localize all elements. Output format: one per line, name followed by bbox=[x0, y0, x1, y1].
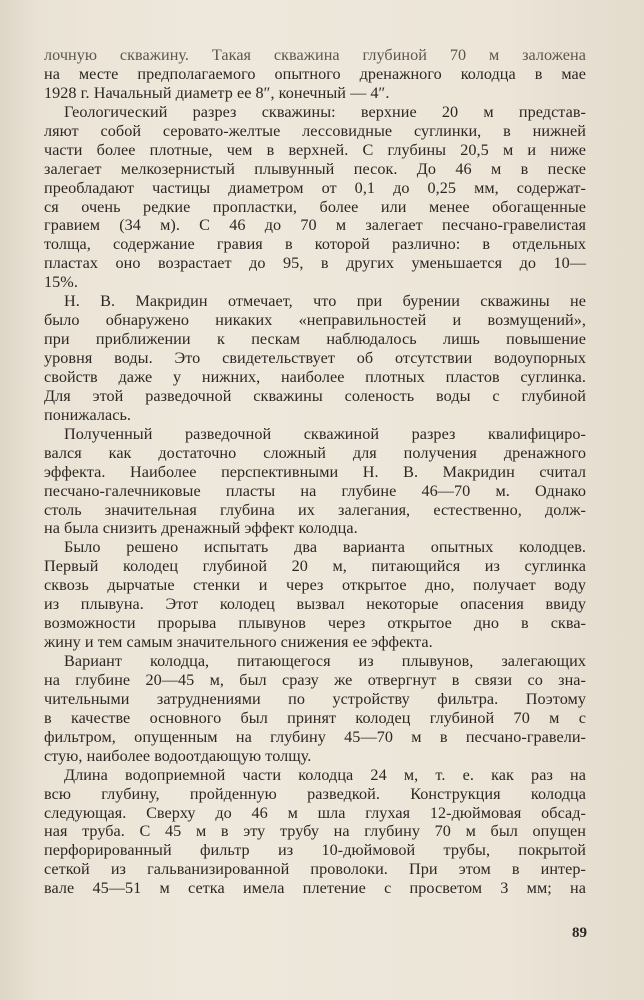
text-line: сквозь дырчатые стенки и через открытое дно, получает воду bbox=[44, 576, 586, 595]
text-line: всю глубину, пройденную разведкой. Конструкция колодца bbox=[44, 784, 586, 803]
text-line: Длина водоприемной части колодца 24 м, т. е. как раз на bbox=[64, 765, 586, 784]
text-line: в качестве основного был принят колодец глубиной 70 м с bbox=[44, 708, 586, 727]
paragraph-3 bbox=[44, 292, 586, 425]
text-line: возможности прорыва плывунов через открытое дно в сква- bbox=[44, 614, 586, 633]
text-line: при приближении к пескам наблюдалось лишь повышение bbox=[44, 330, 586, 349]
text-line: понижалась. bbox=[44, 405, 132, 424]
text-line: вале 45—51 м сетка имела плетение с просветом 3 мм; на bbox=[44, 879, 586, 898]
text-line: перфорированный фильтр из 10-дюймовой трубы, покрытой bbox=[44, 841, 586, 860]
text-line: на глубине 20—45 м, был сразу же отвергнут в связи со зна- bbox=[44, 670, 586, 689]
text-line: Было решено испытать два варианта опытных колодцев. bbox=[64, 538, 586, 557]
text-line: Геологический разрез скважины: верхние 20 м представ- bbox=[64, 102, 586, 121]
text-line: гравием (34 м). С 46 до 70 м залегает песчано-гравелистая bbox=[44, 216, 586, 235]
paragraph-1 bbox=[44, 46, 586, 103]
text-line: лочную скважину. Такая скважина глубиной 70 м заложена bbox=[44, 46, 586, 64]
text-line: чительными затруднениями по устройству фильтра. Поэтому bbox=[44, 689, 586, 708]
text-line: свойств даже у нижних, наиболее плотных пластов суглинка. bbox=[44, 367, 586, 386]
text-line: уровня воды. Это свидетельствует об отсутствии водоупорных bbox=[44, 349, 586, 367]
text-line: Полученный разведочной скважиной разрез квалифициро- bbox=[64, 424, 586, 443]
text-line: жину и тем самым значительного снижения ее эффекта. bbox=[44, 633, 433, 652]
text-line: фильтром, опущенным на глубину 45—70 м в песчано-гравели- bbox=[44, 727, 586, 746]
text-line: вался как достаточно сложный для получения дренажного bbox=[44, 443, 586, 462]
page-number: 89 bbox=[572, 925, 587, 941]
text-line: ная труба. С 45 м в эту трубу на глубину 70 м был опущен bbox=[44, 822, 586, 841]
text-line: столь значительная глубина их залегания, естественно, долж- bbox=[44, 500, 586, 519]
text-line: на была снизить дренажный эффект колодца. bbox=[44, 519, 358, 538]
text-line: следующая. Сверху до 46 м шла глухая 12-дюймовая обсад- bbox=[44, 803, 586, 822]
text-line: на месте предполагаемого опытного дренажного колодца в мае bbox=[44, 64, 586, 83]
text-line: из плывуна. Этот колодец вызвал некоторые опасения ввиду bbox=[44, 595, 586, 614]
text-line: было обнаружено никаких «неправильностей и возмущений», bbox=[44, 311, 586, 330]
text-line: Вариант колодца, питающегося из плывунов, залегающих bbox=[64, 652, 586, 670]
text-line: части более плотные, чем в верхней. С глубины 20,5 м и ниже bbox=[44, 140, 586, 159]
text-line: толща, содержание гравия в которой различно: в отдельных bbox=[44, 235, 586, 254]
text-line: Для этой разведочной скважины соленость воды с глубиной bbox=[44, 386, 586, 405]
paragraph-7 bbox=[44, 766, 586, 899]
text-line: 15%. bbox=[44, 273, 78, 292]
paragraph-6 bbox=[44, 652, 586, 766]
text-line: ляют собой серовато-желтые лессовидные суглинки, в нижней bbox=[44, 121, 586, 140]
paragraph-2 bbox=[44, 103, 586, 292]
body-text bbox=[44, 46, 586, 898]
paragraph-5 bbox=[44, 538, 586, 652]
text-line: пластах оно возрастает до 95, в других уменьшается до 10— bbox=[44, 254, 586, 273]
paragraph-4 bbox=[44, 425, 586, 539]
text-line: ся очень редкие пропластки, более или менее обогащенные bbox=[44, 197, 586, 216]
text-line: Первый колодец глубиной 20 м, питающийся из суглинка bbox=[44, 557, 586, 576]
text-line: стую, наиболее водоотдающую толщу. bbox=[44, 746, 312, 765]
text-line: эффекта. Наиболее перспективными Н. В. Макридин считал bbox=[44, 462, 586, 481]
text-line: сеткой из гальванизированной проволоки. При этом в интер- bbox=[44, 860, 586, 879]
text-line: залегает мелкозернистый плывунный песок. До 46 м в песке bbox=[44, 159, 586, 178]
text-line: 1928 г. Начальный диаметр ее 8″, конечный — 4″. bbox=[44, 83, 390, 102]
text-line: песчано-галечниковые пласты на глубине 46—70 м. Однако bbox=[44, 481, 586, 500]
text-line: Н. В. Макридин отмечает, что при бурении скважины не bbox=[64, 292, 586, 311]
text-line: преобладают частицы диаметром от 0,1 до 0,25 мм, содержат- bbox=[44, 178, 586, 197]
